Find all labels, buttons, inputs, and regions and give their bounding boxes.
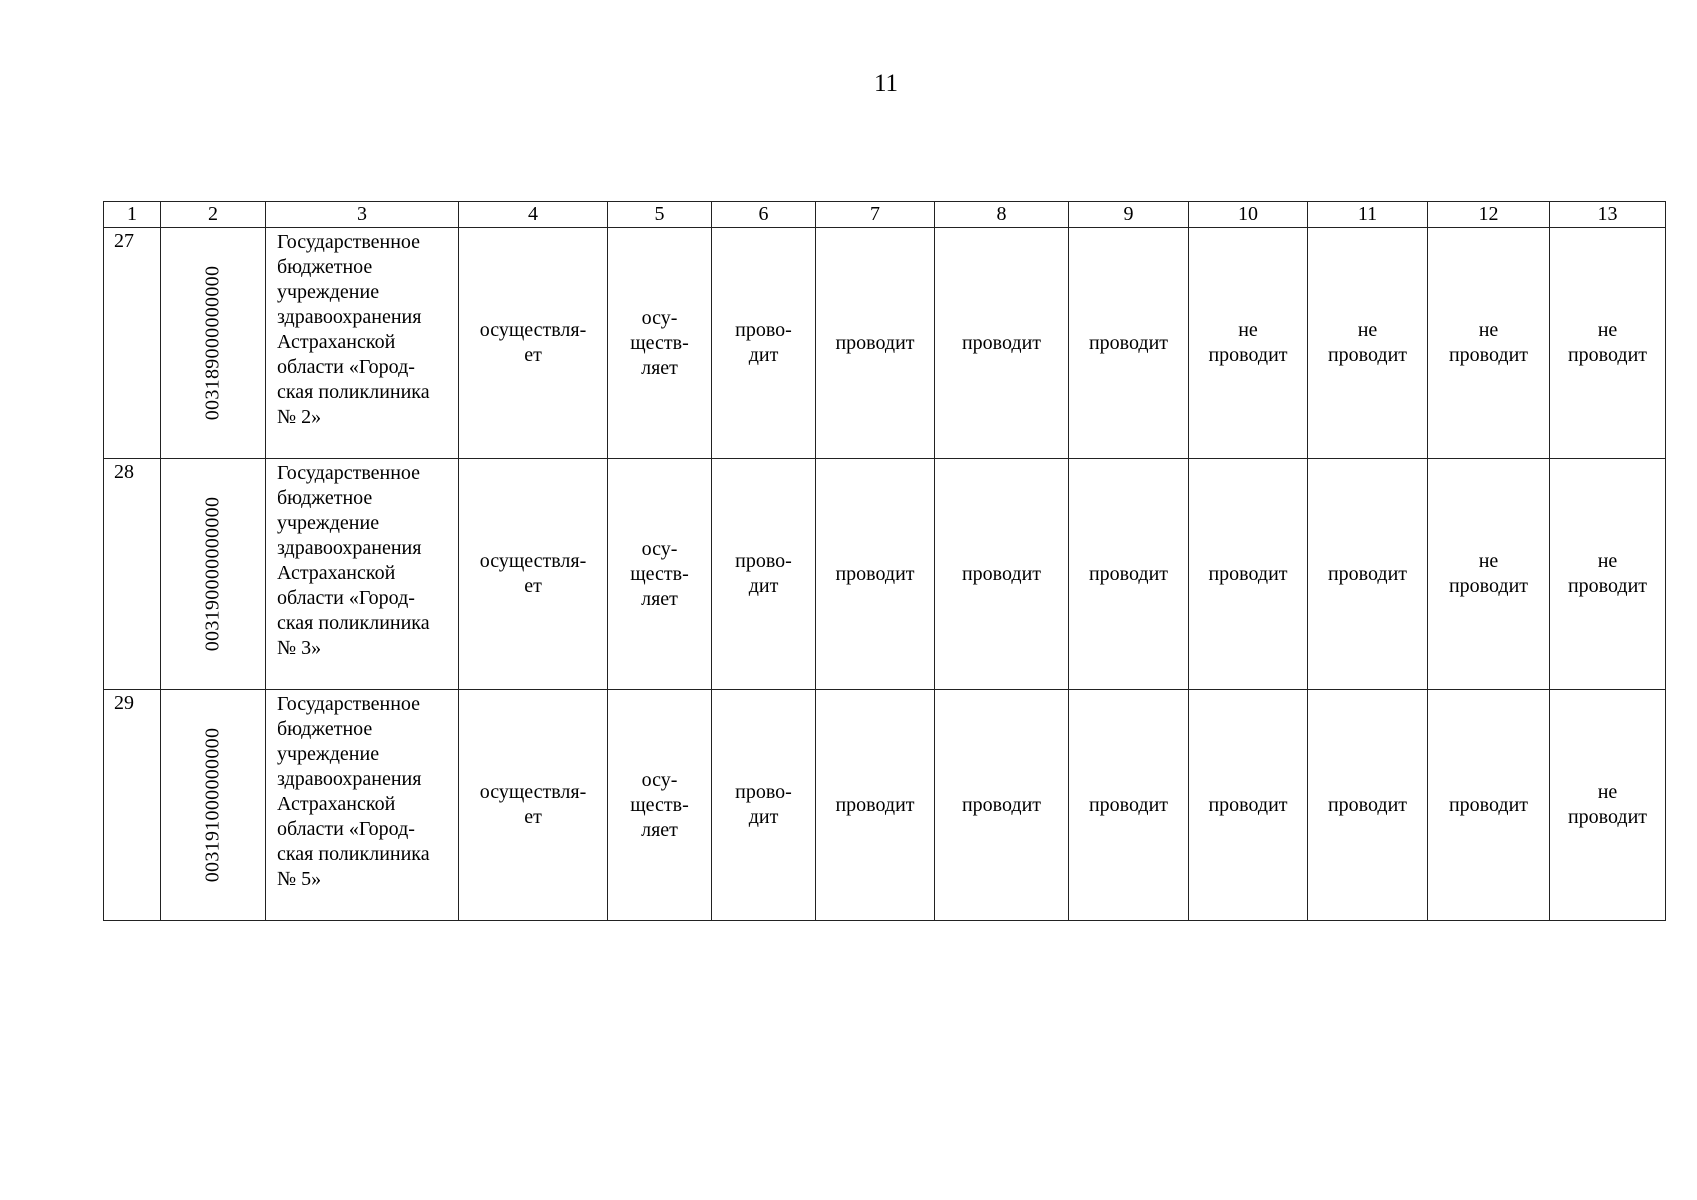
institution-name-cell — [266, 690, 459, 921]
institution-name: Государственное бюджетное учреждение здравоохранения Астраханской области «Город- ская поликлиника № 3» — [277, 462, 430, 659]
row-number: 29 — [104, 690, 161, 921]
value-cell: прово- дит — [712, 690, 816, 921]
value-cell: прово- дит — [712, 459, 816, 690]
value-cell: не проводит — [1189, 228, 1308, 459]
table-row — [104, 228, 1666, 459]
value-cell: прово- дит — [712, 228, 816, 459]
column-header: 6 — [712, 202, 816, 228]
column-header: 3 — [266, 202, 459, 228]
column-header: 2 — [161, 202, 266, 228]
column-header: 11 — [1308, 202, 1428, 228]
institution-name: Государственное бюджетное учреждение здравоохранения Астраханской области «Город- ская поликлиника № 2» — [277, 231, 430, 428]
value-cell: проводит — [1069, 459, 1189, 690]
institution-name-cell — [266, 228, 459, 459]
value-cell: проводит — [816, 228, 935, 459]
value-cell: не проводит — [1550, 690, 1666, 921]
value-cell: осу- ществ- ляет — [608, 459, 712, 690]
value-cell: проводит — [1189, 459, 1308, 690]
value-cell: проводит — [1308, 690, 1428, 921]
value-cell: проводит — [816, 690, 935, 921]
value-cell: проводит — [816, 459, 935, 690]
value-cell: не проводит — [1428, 228, 1550, 459]
column-header: 8 — [935, 202, 1069, 228]
column-header: 10 — [1189, 202, 1308, 228]
value-cell: проводит — [1308, 459, 1428, 690]
value-cell: не проводит — [1550, 459, 1666, 690]
value-cell: осуществля- ет — [459, 228, 608, 459]
column-header: 13 — [1550, 202, 1666, 228]
value-cell: проводит — [1189, 690, 1308, 921]
institution-name-cell — [266, 459, 459, 690]
value-cell: осуществля- ет — [459, 690, 608, 921]
value-cell: осу- ществ- ляет — [608, 690, 712, 921]
table-row — [104, 690, 1666, 921]
value-cell: не проводит — [1308, 228, 1428, 459]
institution-name: Государственное бюджетное учреждение здравоохранения Астраханской области «Город- ская поликлиника № 5» — [277, 693, 430, 890]
registry-code: 003189000000000 — [201, 265, 224, 421]
value-cell: проводит — [1428, 690, 1550, 921]
header-row — [104, 202, 1666, 228]
row-number: 27 — [104, 228, 161, 459]
registry-table — [103, 201, 1666, 921]
row-number: 28 — [104, 459, 161, 690]
value-cell: проводит — [1069, 228, 1189, 459]
registry-code-cell — [161, 459, 266, 690]
value-cell: не проводит — [1550, 228, 1666, 459]
value-cell: проводит — [1069, 690, 1189, 921]
column-header: 1 — [104, 202, 161, 228]
page-number: 11 — [873, 70, 899, 97]
column-header: 12 — [1428, 202, 1550, 228]
column-header: 9 — [1069, 202, 1189, 228]
registry-code: 003190000000000 — [201, 496, 224, 652]
value-cell: осуществля- ет — [459, 459, 608, 690]
value-cell: проводит — [935, 228, 1069, 459]
column-header: 4 — [459, 202, 608, 228]
column-header: 7 — [816, 202, 935, 228]
column-header: 5 — [608, 202, 712, 228]
value-cell: осу- ществ- ляет — [608, 228, 712, 459]
registry-code: 003191000000000 — [201, 727, 224, 883]
table-row — [104, 459, 1666, 690]
registry-code-cell — [161, 690, 266, 921]
value-cell: проводит — [935, 690, 1069, 921]
value-cell: не проводит — [1428, 459, 1550, 690]
registry-code-cell — [161, 228, 266, 459]
value-cell: проводит — [935, 459, 1069, 690]
